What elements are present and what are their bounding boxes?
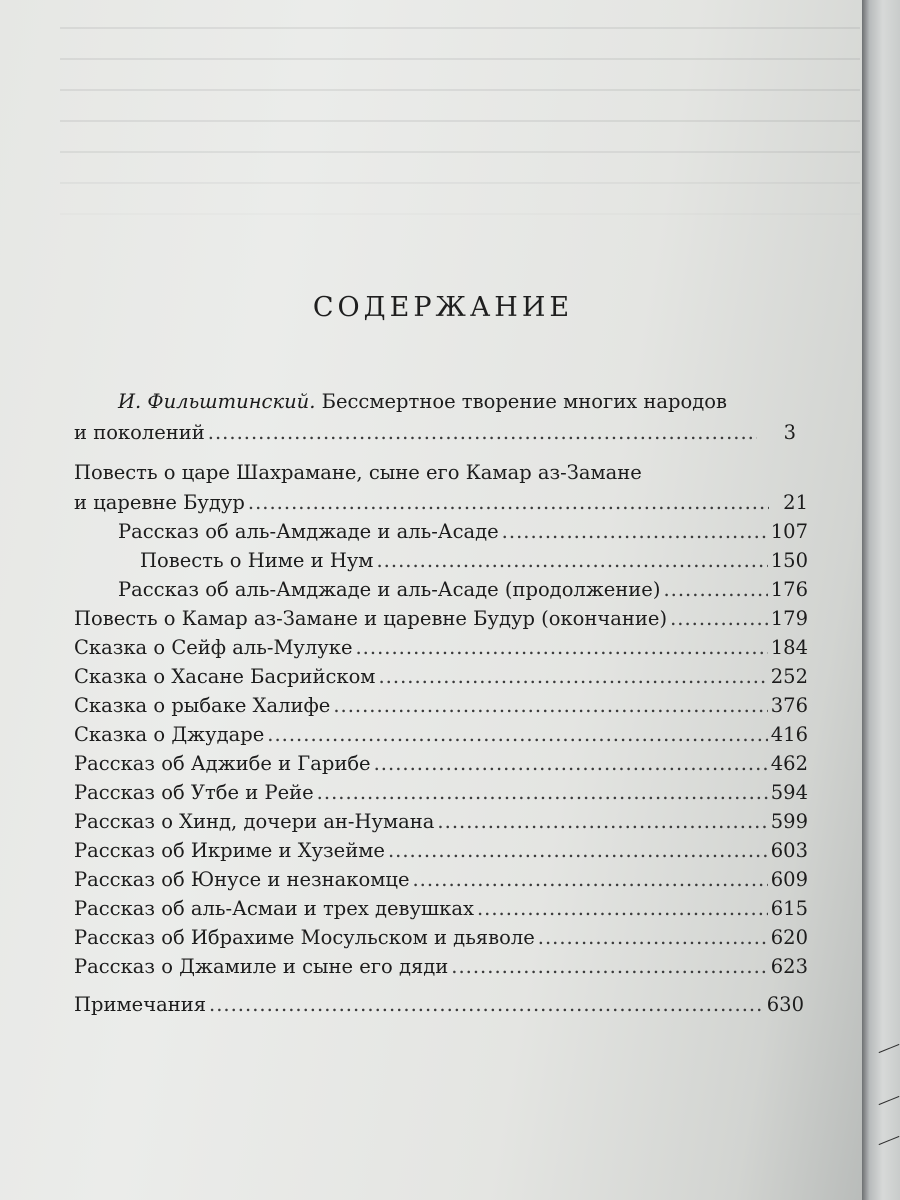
toc-entry <box>74 606 808 632</box>
toc-entry-title: Повесть о Камар аз-Замане и царевне Будур (окончание) <box>74 607 668 630</box>
toc-page-number: 623 <box>770 955 808 978</box>
toc-entry <box>118 577 808 603</box>
toc-page-number: 609 <box>770 868 808 891</box>
toc-entry-intro-line1 <box>118 389 727 415</box>
toc-entry-title: Рассказ об Юнусе и незнакомце <box>74 868 410 891</box>
toc-leader-dots <box>451 954 768 980</box>
toc-entry <box>74 809 808 835</box>
next-page-edge <box>862 0 900 1200</box>
toc-leader-dots <box>412 867 767 893</box>
toc-entry-title: Рассказ об аль-Амджаде и аль-Асаде (продолжение) <box>118 578 661 601</box>
toc-leader-dots <box>477 896 768 922</box>
toc-entry-title: Рассказ о Хинд, дочери ан-Нумана <box>74 810 435 833</box>
toc-leader-dots <box>248 490 769 516</box>
toc-entry <box>74 838 808 864</box>
toc-entry-title: Сказка о Сейф аль-Мулуке <box>74 636 353 659</box>
toc-page-number: 176 <box>770 578 808 601</box>
toc-entry <box>74 896 808 922</box>
toc-leader-dots <box>208 420 757 446</box>
toc-entry-title: Рассказ об аль-Амджаде и аль-Асаде <box>118 520 499 543</box>
toc-entry <box>74 954 808 980</box>
toc-leader-dots <box>388 838 768 864</box>
toc-page-number: 603 <box>770 839 808 862</box>
toc-entry-title: Сказка о Хасане Басрийском <box>74 665 376 688</box>
toc-leader-dots <box>333 693 767 719</box>
toc-entry <box>74 693 808 719</box>
toc-entry-intro-line2 <box>74 420 796 446</box>
toc-page-number: 252 <box>770 665 808 688</box>
toc-entry-title: Рассказ об Икриме и Хузейме <box>74 839 385 862</box>
toc-page-number: 599 <box>770 810 808 833</box>
toc-entry-title: Сказка о рыбаке Халифе <box>74 694 331 717</box>
toc-entry-title: Сказка о Джударе <box>74 723 265 746</box>
toc-leader-dots <box>663 577 767 603</box>
page-title: СОДЕРЖАНИЕ <box>312 292 574 323</box>
toc-entry <box>74 664 808 690</box>
toc-page-number: 184 <box>770 636 808 659</box>
toc-entry-title: Рассказ об Ибрахиме Мосульском и дьяволе <box>74 926 535 949</box>
toc-entry-author: И. Фильштинский. <box>118 390 316 413</box>
toc-page-number: 416 <box>770 723 808 746</box>
toc-leader-dots <box>378 664 767 690</box>
toc-leader-dots <box>502 519 768 545</box>
toc-entry-title: Рассказ об Утбе и Рейе <box>74 781 314 804</box>
toc-leader-dots <box>437 809 767 835</box>
toc-leader-dots <box>355 635 767 661</box>
toc-page-number: 620 <box>770 926 808 949</box>
toc-entry <box>74 925 808 951</box>
toc-entry <box>74 722 808 748</box>
toc-page-number: 21 <box>783 491 808 514</box>
toc-entry <box>74 867 808 893</box>
toc-page-number: 3 <box>783 421 796 444</box>
toc-entry <box>140 548 808 574</box>
toc-page-number: 376 <box>770 694 808 717</box>
toc-leader-dots <box>538 925 768 951</box>
toc-leader-dots <box>267 722 768 748</box>
toc-page-number: 150 <box>770 549 808 572</box>
toc-entry-title: Примечания <box>74 993 207 1016</box>
show-through-text <box>60 0 860 240</box>
toc-entry <box>118 519 808 545</box>
toc-page-number: 615 <box>770 897 808 920</box>
toc-entry <box>74 780 808 806</box>
toc-page-number: 107 <box>770 520 808 543</box>
toc-leader-dots <box>317 780 768 806</box>
toc-page-number: 179 <box>770 607 808 630</box>
toc-entry-title-cont: и царевне Будур <box>74 491 245 514</box>
toc-entry-title-cont: и поколений <box>74 421 205 444</box>
toc-entry <box>74 751 808 777</box>
toc-entry-line1 <box>74 460 642 486</box>
toc-entry-title: Повесть о Ниме и Нум <box>140 549 374 572</box>
toc-entry <box>74 635 808 661</box>
toc-leader-dots <box>376 548 767 574</box>
toc-entry-line2 <box>74 490 808 516</box>
toc-page-number: 462 <box>770 752 808 775</box>
toc-entry-title: Повесть о царе Шахрамане, сыне его Камар аз-Замане <box>74 461 642 484</box>
toc-page-number: 630 <box>766 993 804 1016</box>
toc-entry-title: Рассказ об Аджибе и Гарибе <box>74 752 371 775</box>
toc-leader-dots <box>209 992 764 1018</box>
toc-entry-notes <box>74 992 804 1018</box>
toc-page-number: 594 <box>770 781 808 804</box>
toc-leader-dots <box>670 606 768 632</box>
toc-entry-title: Бессмертное творение многих народов <box>321 390 727 413</box>
toc-entry-title: Рассказ об аль-Асмаи и трех девушках <box>74 897 474 920</box>
toc-entry-title: Рассказ о Джамиле и сыне его дяди <box>74 955 449 978</box>
toc-leader-dots <box>374 751 768 777</box>
